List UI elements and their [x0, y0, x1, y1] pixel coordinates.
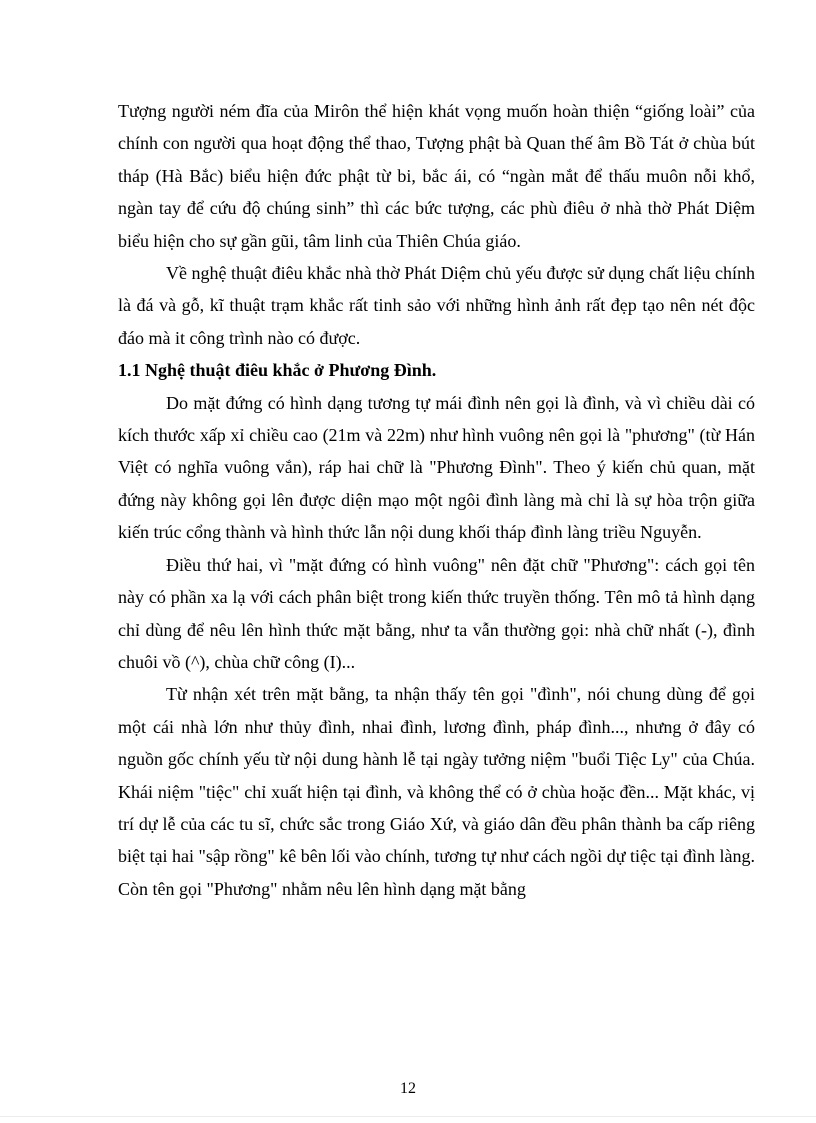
section-heading: 1.1 Nghệ thuật điêu khắc ở Phương Đình.	[118, 360, 437, 381]
paragraph: Tượng người ném đĩa của Mirôn thể hiện khát vọng muốn hoàn thiện “giống loài” của chính con người qua hoạt động thể thao, Tượng phật bà Quan thế âm Bồ Tát ở chùa bút tháp (Hà Bắc) biểu hiện đức phật từ bi, bắc ái, có “ngàn mắt để thấu muôn nỗi khổ, ngàn tay để cứu độ chúng sinh” thì các bức tượng, các phù điêu ở nhà thờ Phát Diệm biểu hiện cho sự gần gũi, tâm linh của Thiên Chúa giáo.	[118, 101, 755, 251]
page-number: 12	[400, 1080, 416, 1097]
paragraph: Do mặt đứng có hình dạng tương tự mái đình nên gọi là đình, và vì chiều dài có kích thước xấp xỉ chiều cao (21m và 22m) như hình vuông nên gọi là "phương" (từ Hán Việt có nghĩa vuông vắn), ráp hai chữ là "Phương Đình". Theo ý kiến chủ quan, mặt đứng này không gọi lên được diện mạo một ngôi đình làng mà chỉ là sự hòa trộn giữa kiến trúc cổng thành và hình thức lẫn nội dung khối tháp đình làng triều Nguyễn.	[118, 392, 755, 543]
page-bottom-divider	[0, 1116, 816, 1117]
body-text	[118, 95, 755, 905]
paragraph: Điều thứ hai, vì "mặt đứng có hình vuông" nên đặt chữ "Phương": cách gọi tên này có phần xa lạ với cách phân biệt trong kiến thức truyền thống. Tên mô tả hình dạng chỉ dùng để nêu lên hình thức mặt bằng, như ta vẫn thường gọi: nhà chữ nhất (-), đình chuôi vồ (^), chùa chữ công (I)...	[118, 554, 755, 672]
paragraph: Về nghệ thuật điêu khắc nhà thờ Phát Diệm chủ yếu được sử dụng chất liệu chính là đá và gỗ, kĩ thuật trạm khắc rất tinh sảo với những hình ảnh rất đẹp tạo nên nét độc đáo mà it công trình nào có được.	[118, 263, 755, 348]
paragraph: Từ nhận xét trên mặt bằng, ta nhận thấy tên gọi "đình", nói chung dùng để gọi một cái nhà lớn như thủy đình, nhai đình, lương đình, pháp đình..., nhưng ở đây có nguồn gốc chính yếu từ nội dung hành lễ tại ngày tưởng niệm "buổi Tiệc Ly" của Chúa. Khái niệm "tiệc" chỉ xuất hiện tại đình, và không thể có ở chùa hoặc đền... Mặt khác, vị trí dự lễ của các tu sĩ, chức sắc trong Giáo Xứ, và giáo dân đều phân thành ba cấp riêng biệt tại hai "sập rồng" kê bên lối vào chính, tương tự như cách ngồi dự tiệc tại đình làng. Còn tên gọi "Phương" nhằm nêu lên hình dạng mặt bằng	[118, 684, 755, 899]
